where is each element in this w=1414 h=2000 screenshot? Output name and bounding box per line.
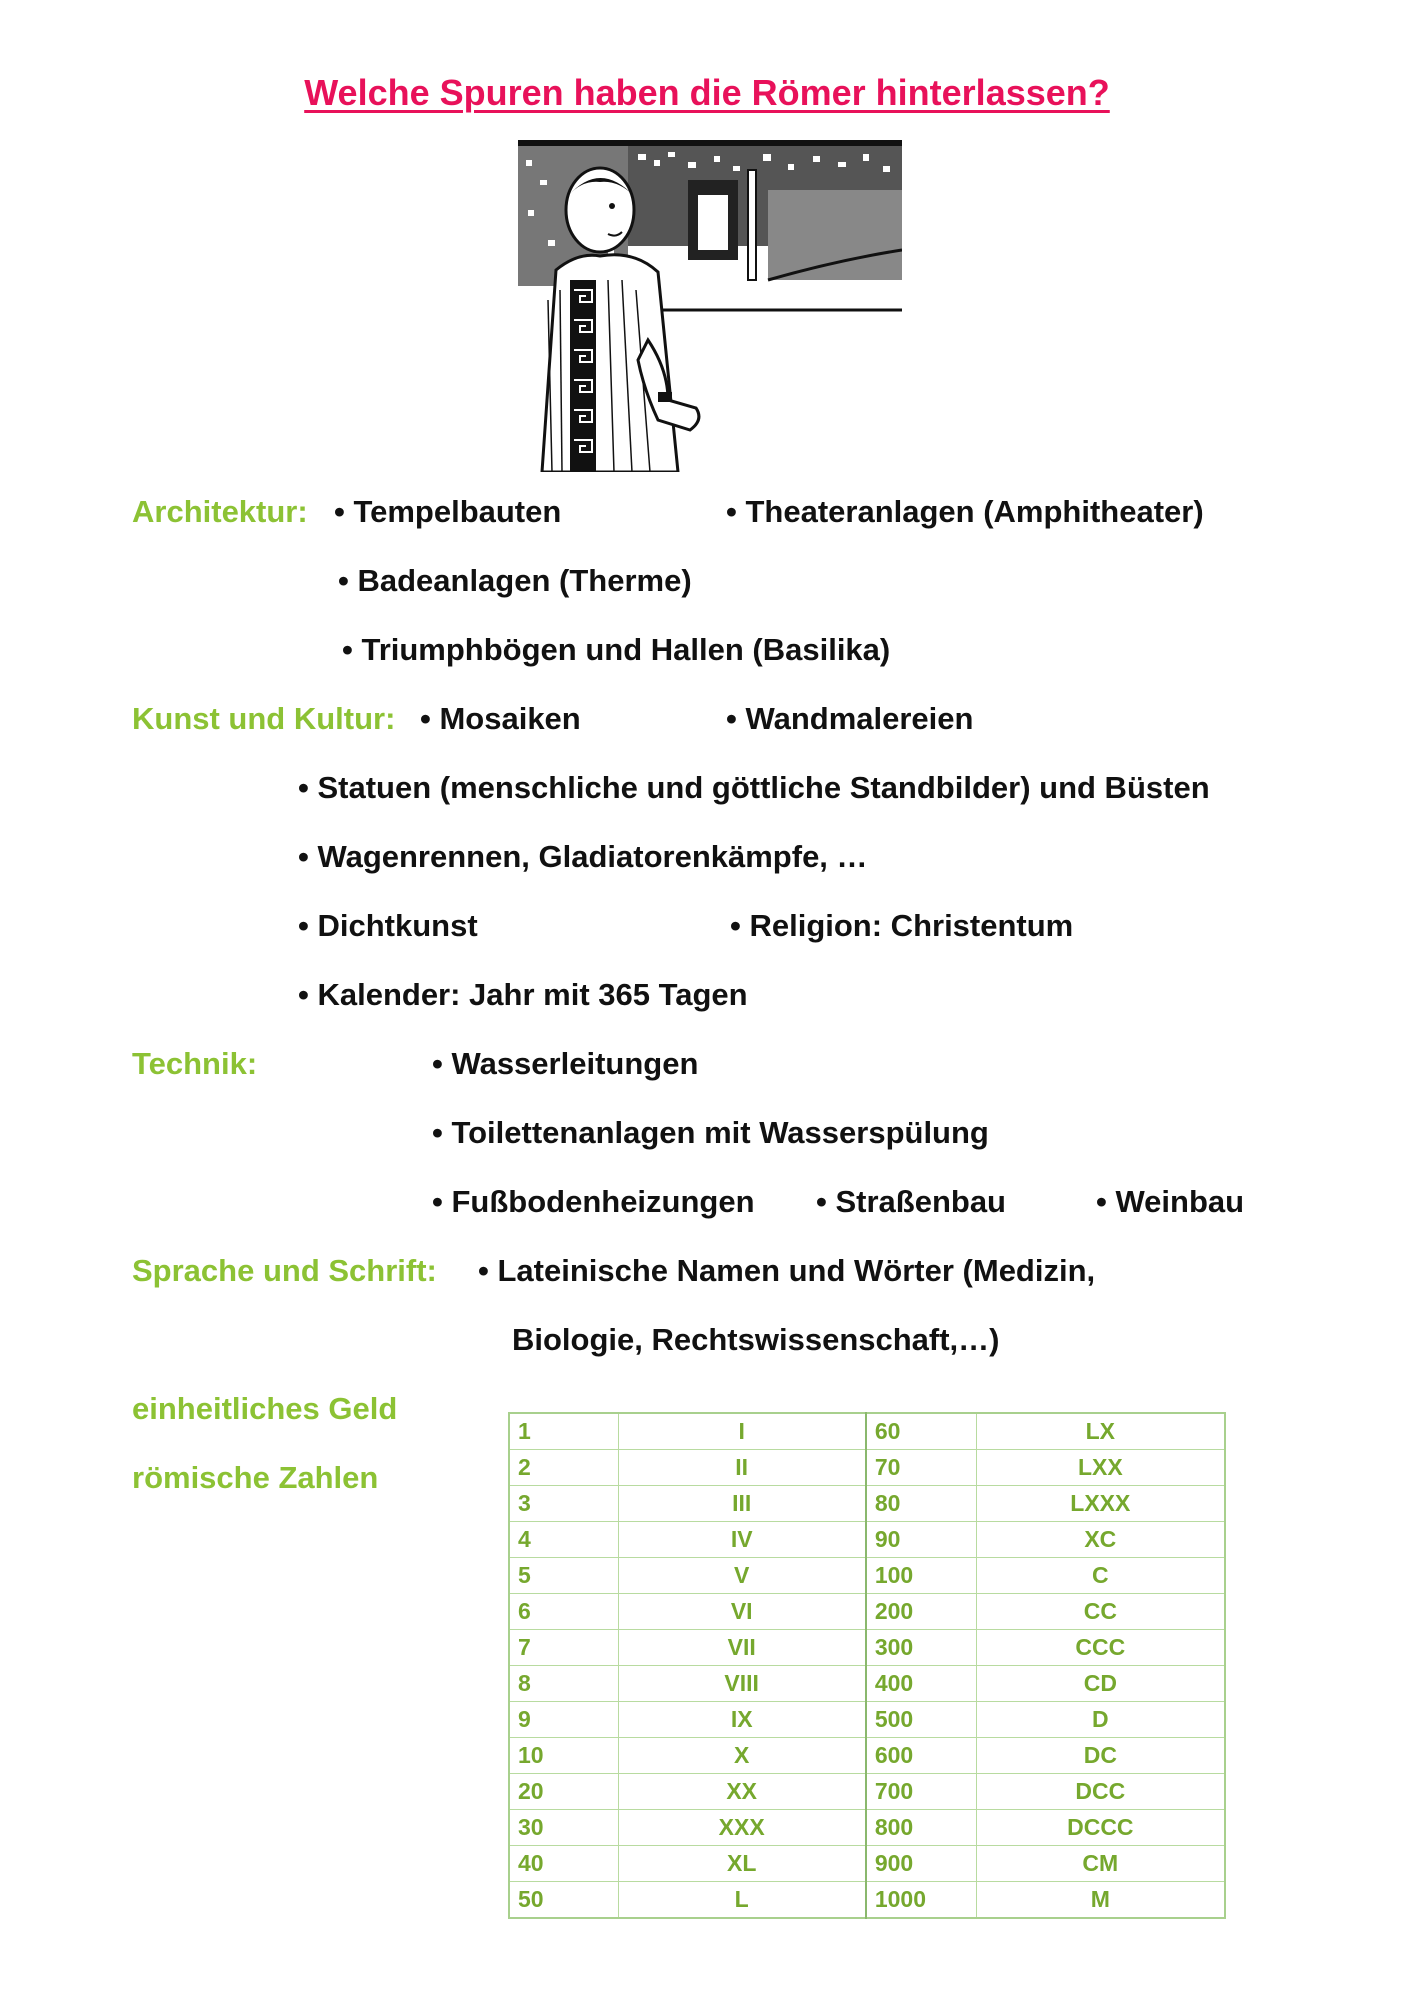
roman-numerals-table: [508, 1412, 1226, 1919]
arabic-number-cell: 60: [866, 1413, 976, 1450]
roman-numeral-cell: II: [618, 1450, 866, 1486]
arabic-number-cell: 300: [866, 1630, 976, 1666]
roman-numeral-cell: LXXX: [976, 1486, 1225, 1522]
arabic-number-cell: 4: [509, 1522, 618, 1558]
roman-numeral-cell: DCC: [976, 1774, 1225, 1810]
arabic-number-cell: 1000: [866, 1882, 976, 1919]
roman-numeral-cell: XXX: [618, 1810, 866, 1846]
numerals-table-body: [509, 1413, 1225, 1918]
arabic-number-cell: 50: [509, 1882, 618, 1919]
technik-item: • Straßenbau: [816, 1184, 1006, 1219]
roman-numeral-cell: IV: [618, 1522, 866, 1558]
kunst-item: • Dichtkunst: [298, 908, 478, 943]
table-row: [509, 1774, 1225, 1810]
page-title: Welche Spuren haben die Römer hinterlassen?: [304, 72, 1110, 113]
zahlen-label: römische Zahlen: [132, 1460, 379, 1495]
roman-numeral-cell: CM: [976, 1846, 1225, 1882]
arabic-number-cell: 90: [866, 1522, 976, 1558]
arabic-number-cell: 7: [509, 1630, 618, 1666]
roman-numeral-cell: CCC: [976, 1630, 1225, 1666]
sprache-item: Biologie, Rechtswissenschaft,…): [512, 1322, 1000, 1357]
kunst-item: • Wandmalereien: [726, 701, 974, 736]
technik-item: • Toilettenanlagen mit Wasserspülung: [432, 1115, 989, 1150]
sprache-label: Sprache und Schrift:: [132, 1253, 437, 1288]
arabic-number-cell: 600: [866, 1738, 976, 1774]
arabic-number-cell: 70: [866, 1450, 976, 1486]
table-row: [509, 1522, 1225, 1558]
kunst-label: Kunst und Kultur:: [132, 701, 396, 736]
sprache-item: • Lateinische Namen und Wörter (Medizin,: [478, 1253, 1096, 1288]
architektur-item: • Tempelbauten: [334, 494, 562, 529]
arabic-number-cell: 8: [509, 1666, 618, 1702]
table-row: [509, 1630, 1225, 1666]
technik-item: • Wasserleitungen: [432, 1046, 699, 1081]
arabic-number-cell: 400: [866, 1666, 976, 1702]
roman-numeral-cell: V: [618, 1558, 866, 1594]
roman-numeral-cell: XX: [618, 1774, 866, 1810]
arabic-number-cell: 20: [509, 1774, 618, 1810]
roman-numeral-cell: VIII: [618, 1666, 866, 1702]
table-row: [509, 1486, 1225, 1522]
table-row: [509, 1738, 1225, 1774]
table-row: [509, 1846, 1225, 1882]
arabic-number-cell: 3: [509, 1486, 618, 1522]
roman-numeral-cell: LXX: [976, 1450, 1225, 1486]
arabic-number-cell: 500: [866, 1702, 976, 1738]
arabic-number-cell: 40: [509, 1846, 618, 1882]
roman-numeral-cell: X: [618, 1738, 866, 1774]
roman-numeral-cell: DC: [976, 1738, 1225, 1774]
arabic-number-cell: 6: [509, 1594, 618, 1630]
arabic-number-cell: 30: [509, 1810, 618, 1846]
table-row: [509, 1702, 1225, 1738]
arabic-number-cell: 80: [866, 1486, 976, 1522]
roman-numeral-cell: IX: [618, 1702, 866, 1738]
roman-numeral-cell: DCCC: [976, 1810, 1225, 1846]
arabic-number-cell: 1: [509, 1413, 618, 1450]
arabic-number-cell: 10: [509, 1738, 618, 1774]
table-row: [509, 1450, 1225, 1486]
table-row: [509, 1558, 1225, 1594]
table-row: [509, 1882, 1225, 1919]
roman-woman-illustration: [518, 140, 902, 472]
arabic-number-cell: 900: [866, 1846, 976, 1882]
arabic-number-cell: 100: [866, 1558, 976, 1594]
roman-numeral-cell: LX: [976, 1413, 1225, 1450]
kunst-item: • Mosaiken: [420, 701, 581, 736]
architektur-item: • Triumphbögen und Hallen (Basilika): [342, 632, 891, 667]
arabic-number-cell: 700: [866, 1774, 976, 1810]
roman-numeral-cell: VI: [618, 1594, 866, 1630]
roman-numeral-cell: D: [976, 1702, 1225, 1738]
arabic-number-cell: 200: [866, 1594, 976, 1630]
table-row: [509, 1594, 1225, 1630]
architektur-item: • Badeanlagen (Therme): [338, 563, 692, 598]
arabic-number-cell: 9: [509, 1702, 618, 1738]
geld-label: einheitliches Geld: [132, 1391, 398, 1426]
table-row: [509, 1666, 1225, 1702]
architektur-item: • Theateranlagen (Amphitheater): [726, 494, 1204, 529]
kunst-item: • Statuen (menschliche und göttliche Standbilder) und Büsten: [298, 770, 1210, 805]
roman-numeral-cell: XC: [976, 1522, 1225, 1558]
roman-numeral-cell: CD: [976, 1666, 1225, 1702]
arabic-number-cell: 5: [509, 1558, 618, 1594]
table-row: [509, 1413, 1225, 1450]
arabic-number-cell: 2: [509, 1450, 618, 1486]
roman-numeral-cell: C: [976, 1558, 1225, 1594]
kunst-item: • Wagenrennen, Gladiatorenkämpfe, …: [298, 839, 868, 874]
arabic-number-cell: 800: [866, 1810, 976, 1846]
roman-numeral-cell: I: [618, 1413, 866, 1450]
roman-numeral-cell: CC: [976, 1594, 1225, 1630]
technik-item: • Weinbau: [1096, 1184, 1245, 1219]
technik-item: • Fußbodenheizungen: [432, 1184, 755, 1219]
roman-numeral-cell: XL: [618, 1846, 866, 1882]
roman-numeral-cell: M: [976, 1882, 1225, 1919]
roman-numeral-cell: L: [618, 1882, 866, 1919]
roman-numeral-cell: III: [618, 1486, 866, 1522]
roman-numeral-cell: VII: [618, 1630, 866, 1666]
architektur-label: Architektur:: [132, 494, 308, 529]
kunst-item: • Kalender: Jahr mit 365 Tagen: [298, 977, 748, 1012]
kunst-item: • Religion: Christentum: [730, 908, 1074, 943]
table-row: [509, 1810, 1225, 1846]
technik-label: Technik:: [132, 1046, 258, 1081]
